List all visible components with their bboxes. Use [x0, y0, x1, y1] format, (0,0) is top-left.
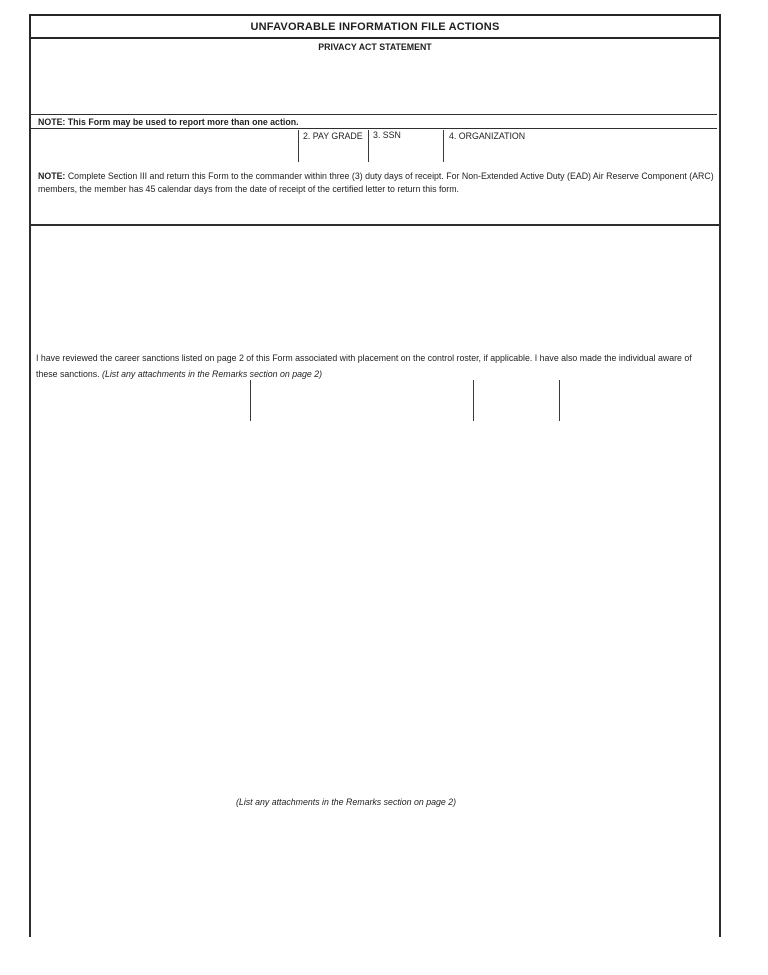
- section-divider-rule: [29, 224, 721, 226]
- organization-label: 4. ORGANIZATION: [449, 131, 526, 141]
- signature-divider-line: [250, 380, 251, 421]
- review-statement-note: (List any attachments in the Remarks section on page 2): [102, 368, 323, 379]
- review-statement-paragraph: [36, 351, 714, 382]
- section-iii-note: [38, 170, 714, 196]
- attachments-note: (List any attachments in the Remarks section on page 2): [236, 797, 457, 807]
- name-field-area[interactable]: [31, 130, 297, 162]
- note-bar: [31, 114, 717, 129]
- note-bar-text: NOTE: This Form may be used to report more than one action.: [38, 116, 299, 127]
- ssn-label: 3. SSN: [373, 130, 401, 140]
- form-title-bar: [29, 14, 721, 39]
- privacy-act-statement-area: [31, 52, 717, 114]
- review-statement-text: I have reviewed the career sanctions listed on page 2 of this Form associated with placement on the control roster, if applicable. I have also made the individual aware of these sanctions.: [36, 353, 692, 379]
- section-iii-note-label: NOTE:: [38, 171, 66, 181]
- section-iii-note-text: Complete Section III and return this Form to the commander within three (3) duty days of receipt. For Non-Extended Active Duty (EAD) Air Reserve Component (ARC) members, the member has 45 calendar days from the date of receipt of the certified letter to return this form.: [38, 171, 714, 194]
- signature-divider-line: [559, 380, 560, 421]
- privacy-act-header: PRIVACY ACT STATEMENT: [318, 42, 432, 52]
- form-title: UNFAVORABLE INFORMATION FILE ACTIONS: [250, 20, 500, 33]
- pay-grade-label: 2. PAY GRADE: [303, 131, 363, 141]
- signature-divider-line: [473, 380, 474, 421]
